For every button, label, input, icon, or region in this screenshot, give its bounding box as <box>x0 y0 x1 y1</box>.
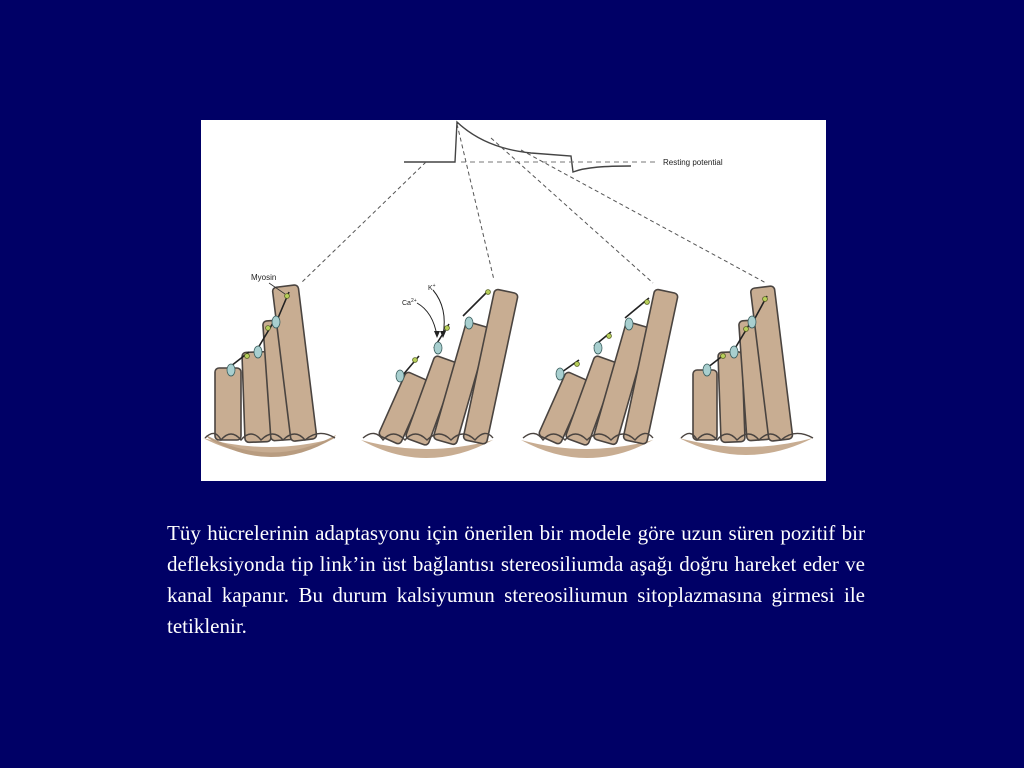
hair-bundle-adapting <box>521 289 678 458</box>
transduction-channel <box>254 346 262 358</box>
myosin-motor <box>266 326 271 331</box>
transduction-channel <box>434 342 442 354</box>
caption-text: Tüy hücrelerinin adaptasyonu için önerilen bir modele göre uzun süren pozitif bir defleksiyonda tip link’in üst bağlantısı stereosiliumda aşağı doğru hareket eder ve kanal kapanır. Bu durum kalsiyumun stereosiliumun sitoplazmasına girmesi ile tetiklenir. <box>167 521 865 638</box>
myosin-motor <box>744 327 749 332</box>
myosin-motor <box>413 358 418 363</box>
hair-bundle-deflected-open <box>361 283 518 458</box>
myosin-motor <box>763 297 768 302</box>
myosin-motor <box>445 326 450 331</box>
transduction-channel <box>396 370 404 382</box>
calcium-label: $Ca^{2+}$ <box>402 298 417 307</box>
ion-influx-arrow <box>433 290 444 335</box>
myosin-motor <box>245 354 250 359</box>
potential-trace <box>404 122 631 172</box>
myosin-motor <box>285 294 290 299</box>
transduction-channel <box>625 318 633 330</box>
myosin-motor <box>486 290 491 295</box>
myosin-motor <box>607 334 612 339</box>
transduction-channel <box>556 368 564 380</box>
transduction-channel <box>730 346 738 358</box>
hair-bundle-resting <box>203 273 336 457</box>
stereocilium <box>215 368 241 440</box>
myosin-motor <box>575 362 580 367</box>
stereocilium <box>693 370 717 440</box>
myosin-label: Myosin <box>251 273 277 282</box>
transduction-channel <box>703 364 711 376</box>
diagram-svg <box>201 120 826 481</box>
resting-potential-label: Resting potential <box>663 158 723 167</box>
hair-cell-adaptation-diagram <box>201 120 826 481</box>
myosin-motor <box>721 354 726 359</box>
transduction-channel <box>465 317 473 329</box>
transduction-channel <box>272 316 280 328</box>
connector-lines <box>301 124 766 283</box>
myosin-motor <box>645 300 650 305</box>
ion-influx-arrow <box>417 303 437 336</box>
hair-bundle-returned <box>679 286 813 455</box>
transduction-channel <box>594 342 602 354</box>
transduction-channel <box>748 316 756 328</box>
transduction-channel <box>227 364 235 376</box>
potassium-label: K+ <box>428 283 436 292</box>
